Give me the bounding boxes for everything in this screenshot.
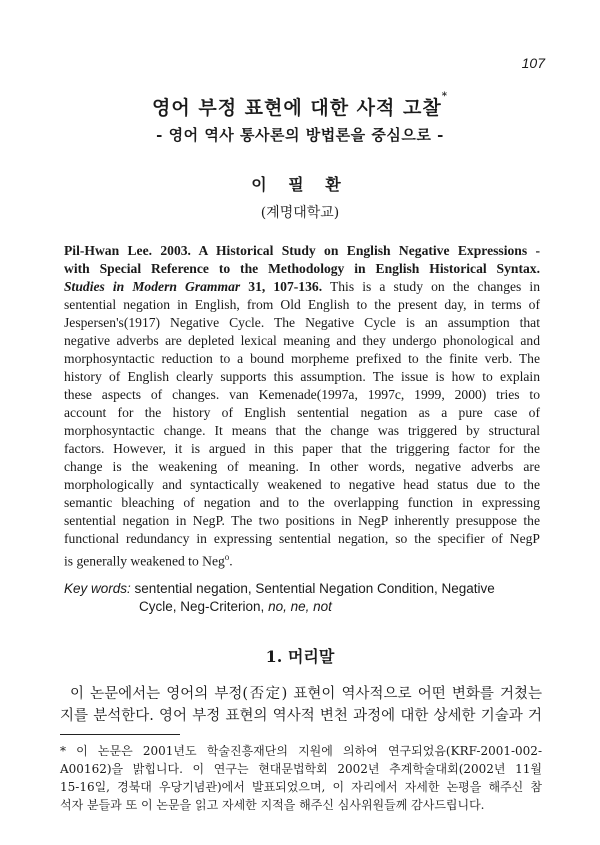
keywords-plain: Cycle, Neg-Criterion, [139, 599, 265, 614]
title-footnote-mark: * [441, 91, 448, 102]
keywords-line-1: sentential negation, Sentential Negation Condition, Negative [134, 581, 495, 596]
superscript-o: o [224, 552, 230, 562]
page-number: 107 [521, 55, 545, 71]
abstract-line: semantic bleaching of negation and to the overlapping function in expressing [64, 495, 540, 510]
footnote-line: 15-16일, 경북대 우당기념관)에서 발표되었으며, 이 자리에서 자세한 논평을 해주신 참 [60, 780, 542, 794]
abstract-text: is generally weakened to Neg [64, 553, 225, 569]
footnote-divider [60, 734, 180, 735]
volume-pages: 31, 107-136. [240, 279, 323, 294]
author-name: 이 필 환 [251, 175, 349, 194]
abstract-line: these aspects of changes. van Kemenade(1997a, 1997c, 1999, 2000) tries to [64, 387, 540, 402]
abstract-line: Pil-Hwan Lee. 2003. A Historical Study on English Negative Expressions - [64, 243, 540, 258]
body-line: 지를 분석한다. 영어 부정 표현의 역사적 변천 과정에 대한 상세한 기술과 거 [60, 708, 542, 724]
abstract-line: sentential negation in English, from Old English to the present day, in terms of [64, 297, 540, 312]
abstract-line: history of English clearly supports this assumption. The issue is how to explain [64, 369, 540, 384]
keywords [64, 580, 540, 616]
body-line: 이 논문에서는 영어의 부정(否定) 표현이 역사적으로 어떤 변화를 거쳤는 [70, 686, 542, 702]
title-text: 영어 부정 표현에 대한 사적 고찰 [152, 97, 442, 119]
footnote-line: 석자 분들과 또 이 논문을 읽고 자세한 지적을 해주신 심사위원들께 감사드립니다. [60, 798, 485, 812]
section-heading: 1. 머리말 [265, 647, 335, 666]
abstract-line: sentential negation in NegP. The two positions in NegP inherently presuppose the [64, 513, 540, 528]
abstract-line: change is the weakening of meaning. In other words, negative adverbs are [64, 459, 540, 474]
paper-title [0, 93, 600, 120]
period: . [229, 553, 233, 569]
footnote [60, 742, 542, 814]
abstract-line: functional redundancy in expressing sentential negation, so the specifier of NegP [64, 531, 540, 546]
abstract-line: account for the history of English sentential negation as a pure case of [64, 405, 540, 420]
abstract-line: negative adverbs are depleted lexical meaning and they undergo phonological and [64, 333, 540, 348]
journal-name: Studies in Modern Grammar [64, 279, 241, 294]
abstract-line: morphosyntactic reduction to a bound morpheme prefixed to the finite verb. The [64, 351, 540, 366]
author-affiliation: (계명대학교) [260, 205, 340, 221]
abstract [64, 242, 540, 571]
keywords-line-2 [64, 598, 540, 616]
abstract-line: with Special Reference to the Methodology in English Historical Syntax. [64, 261, 540, 276]
body-paragraph [60, 683, 542, 727]
keywords-italic: no, ne, not [268, 599, 332, 614]
abstract-line [64, 278, 540, 296]
abstract-line: Jespersen's(1917) Negative Cycle. The Negative Cycle is an assumption that [64, 315, 540, 330]
footnote-line: * 이 논문은 2001년도 학술진흥재단의 지원에 의하여 연구되었음(KRF-2001-002- [60, 744, 542, 758]
abstract-line: factors. However, it is argued in this paper that the triggering factor for the [64, 441, 540, 456]
abstract-line: morphosyntactic change. It means that the change was triggered by structural [64, 423, 540, 438]
paper-subtitle: - 영어 역사 통사론의 방법론을 중심으로 - [156, 126, 444, 144]
keywords-label: Key words: [64, 581, 131, 596]
abstract-line: morphologically and syntactically weakened to negative head status due to the [64, 477, 540, 492]
footnote-line: A00162)을 밝힙니다. 이 연구는 현대문법학회 2002년 추계학술대회(2002년 11월 [60, 762, 542, 776]
abstract-line [64, 548, 540, 571]
abstract-text: This is a study on the changes in [322, 279, 540, 294]
